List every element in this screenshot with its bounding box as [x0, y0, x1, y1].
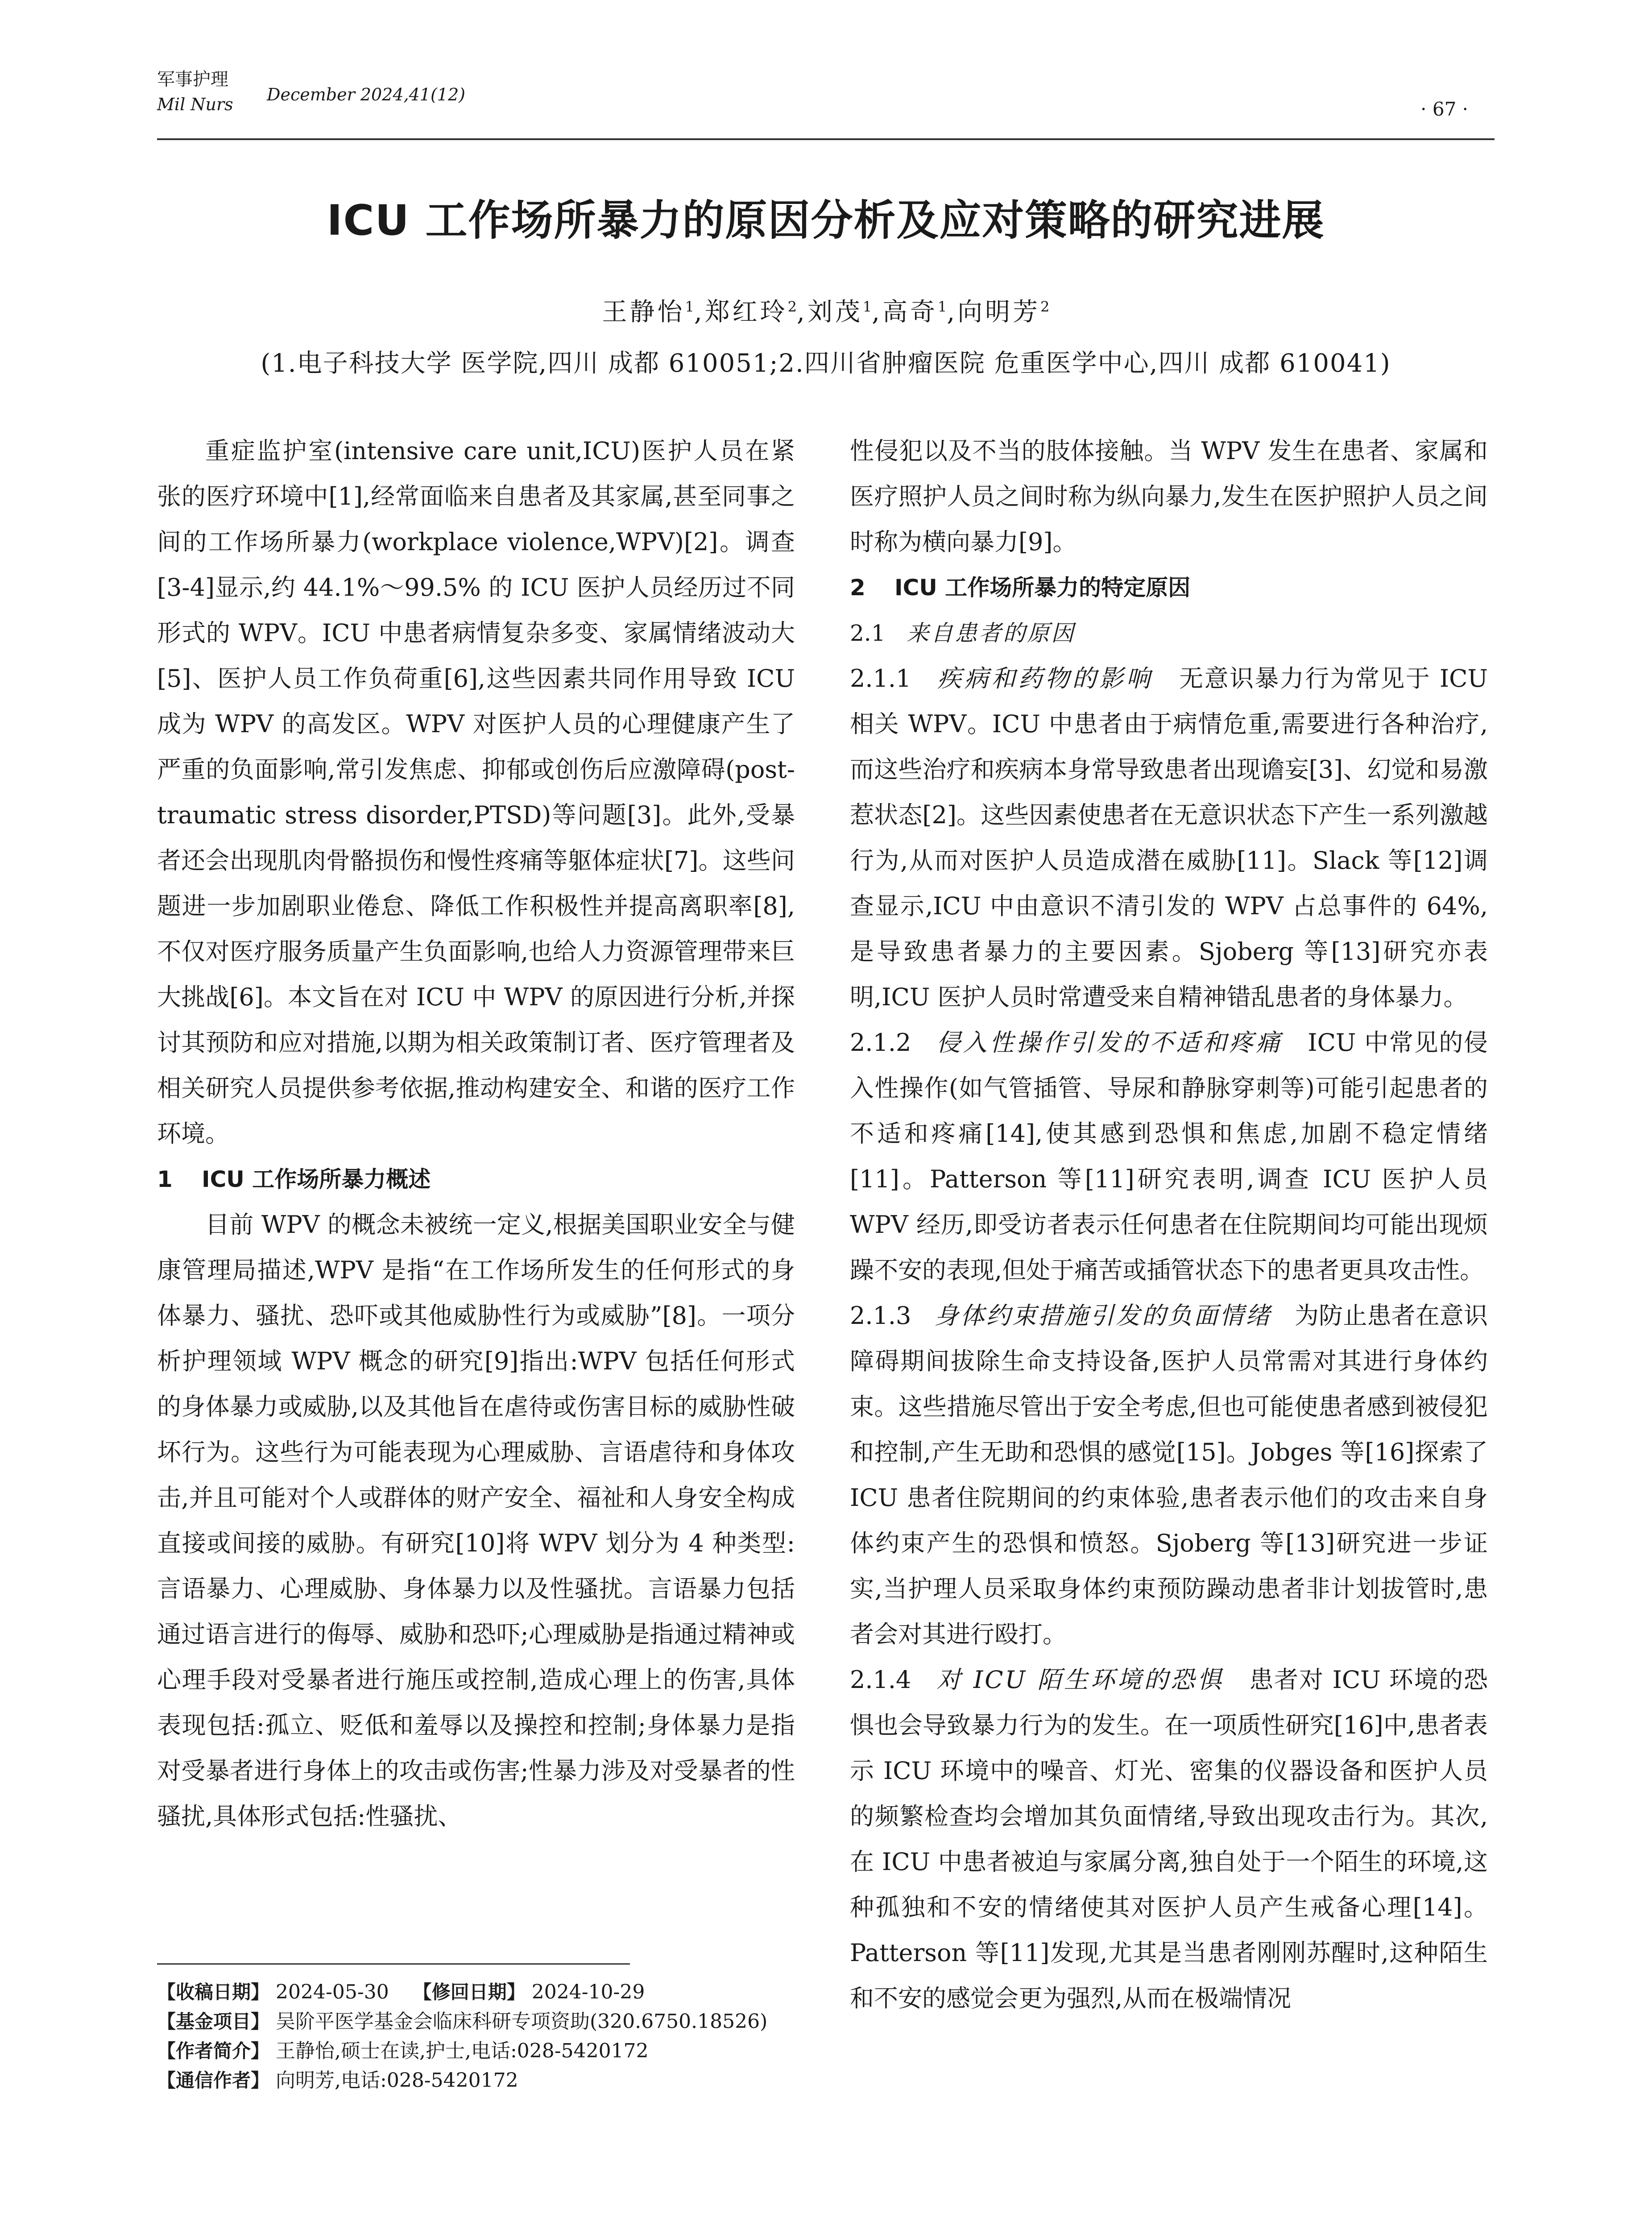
- footnote-dates: [157, 1978, 795, 2007]
- corresponding-label: 【通信作者】: [157, 2069, 270, 2091]
- fund-text: 吴阶平医学基金会临床科研专项资助(320.6750.18526): [276, 2010, 768, 2033]
- subsubsection-paragraph: [850, 1293, 1488, 1657]
- subsubsection-number: 2.1.2: [850, 1028, 911, 1057]
- subsubsection-paragraph: [850, 1020, 1488, 1293]
- footnote-author: [157, 2036, 795, 2066]
- subsection-number: 2.1: [850, 620, 886, 646]
- section-heading: [850, 565, 1488, 610]
- author-name: 郑红玲: [704, 298, 788, 327]
- author-affiliation-mark: 2: [1040, 298, 1050, 315]
- author-affiliation-mark: 1: [862, 298, 872, 315]
- issue-info: December 2024,41(12): [267, 85, 465, 104]
- received-label: 【收稿日期】: [157, 1981, 270, 2003]
- author-list: 王静怡$^1$,郑红玲$^2$,刘茂$^1$,高奇$^1$,向明芳$^2$: [602, 298, 1050, 327]
- author-bio-label: 【作者简介】: [157, 2040, 270, 2062]
- subsection-heading: [850, 610, 1488, 656]
- revised-label: 【修回日期】: [413, 1981, 526, 2003]
- subsubsection-body: 患者对 ICU 环境的恐惧也会导致暴力行为的发生。在一项质性研究[16]中,患者表示 ICU 环境中的噪音、灯光、密集的仪器设备和医护人员的频繁检查均会增加其负面情绪,导致出现攻击行为。其次,在 ICU 中患者被迫与家属分离,独自处于一个陌生的环境,这种孤独和不安的情绪使其对医护人员产生戒备心理[14]。Patterson 等[11]发现,尤其是当患者刚刚苏醒时,这种陌生和不安的感觉会更为强烈,从而在极端情况: [850, 1666, 1488, 2012]
- journal-name-cn: 军事护理: [157, 69, 228, 90]
- author-affiliation-mark: 1: [937, 298, 947, 315]
- header-rule: [157, 138, 1495, 140]
- subsubsection-paragraph: [850, 656, 1488, 1020]
- subsubsection-title: 疾病和药物的影响: [937, 664, 1153, 693]
- author-name: 王静怡: [602, 298, 685, 327]
- fund-label: 【基金项目】: [157, 2011, 270, 2032]
- subsubsection-number: 2.1.4: [850, 1666, 911, 1694]
- subsection-title: 来自患者的原因: [907, 620, 1076, 646]
- section-title: ICU 工作场所暴力的特定原因: [894, 575, 1191, 601]
- author-name: 刘茂: [807, 298, 863, 327]
- right-column: [850, 428, 1488, 2021]
- subsubsection-paragraph: [850, 1657, 1488, 2021]
- body-paragraph-continued: 性侵犯以及不当的肢体接触。当 WPV 发生在患者、家属和医疗照护人员之间时称为纵向暴力,发生在医护照护人员之间时称为横向暴力[9]。: [850, 437, 1488, 556]
- subsubsection-title: 对 ICU 陌生环境的恐惧: [936, 1666, 1224, 1694]
- received-date: 2024-05-30: [276, 1981, 389, 2003]
- corresponding-text: 向明芳,电话:028-5420172: [276, 2069, 518, 2092]
- section-heading: [157, 1157, 795, 1202]
- subsubsection-title: 侵入性操作引发的不适和疼痛: [936, 1028, 1283, 1057]
- subsubsection-title: 身体约束措施引发的负面情绪: [934, 1302, 1272, 1330]
- article-title: ICU 工作场所暴力的原因分析及应对策略的研究进展: [327, 196, 1325, 245]
- footnote-corresponding: [157, 2066, 795, 2095]
- revised-date: 2024-10-29: [531, 1981, 645, 2003]
- section-number: 2: [850, 575, 865, 601]
- affiliations: (1.电子科技大学 医学院,四川 成都 610051;2.四川省肿瘤医院 危重医学中心,四川 成都 610041): [261, 349, 1391, 378]
- intro-paragraph: 重症监护室(intensive care unit,ICU)医护人员在紧张的医疗环境中[1],经常面临来自患者及其家属,甚至同事之间的工作场所暴力(workplace violence,WPV)[2]。调查[3-4]显示,约 44.1%～99.5% 的 ICU 医护人员经历过不同形式的 WPV。ICU 中患者病情复杂多变、家属情绪波动大[5]、医护人员工作负荷重[6],这些因素共同作用导致 ICU 成为 WPV 的高发区。WPV 对医护人员的心理健康产生了严重的负面影响,常引发焦虑、抑郁或创伤后应激障碍(post-traumatic stress disorder,PTSD)等问题[3]。此外,受暴者还会出现肌肉骨骼损伤和慢性疼痛等躯体症状[7]。这些问题进一步加剧职业倦怠、降低工作积极性并提高离职率[8],不仅对医疗服务质量产生负面影响,也给人力资源管理带来巨大挑战[6]。本文旨在对 ICU 中 WPV 的原因进行分析,并探讨其预防和应对措施,以期为相关政策制订者、医疗管理者及相关研究人员提供参考依据,推动构建安全、和谐的医疗工作环境。: [157, 437, 795, 1148]
- subsubsection-body: ICU 中常见的侵入性操作(如气管插管、导尿和静脉穿刺等)可能引起患者的不适和疼痛[14],使其感到恐惧和焦虑,加剧不稳定情绪[11]。Patterson 等[11]研究表明,调查 ICU 医护人员 WPV 经历,即受访者表示任何患者在住院期间均可能出现烦躁不安的表现,但处于痛苦或插管状态下的患者更具攻击性。: [850, 1028, 1488, 1284]
- page-number: · 67 ·: [1420, 98, 1468, 120]
- journal-name: [157, 67, 233, 117]
- section-title: ICU 工作场所暴力概述: [202, 1166, 431, 1192]
- subsubsection-number: 2.1.1: [850, 664, 911, 693]
- subsubsection-number: 2.1.3: [850, 1302, 911, 1330]
- left-column: [157, 428, 795, 1839]
- author-affiliation-mark: 2: [787, 298, 797, 315]
- author-affiliation-mark: 1: [685, 298, 694, 315]
- author-name: 向明芳: [957, 298, 1041, 327]
- author-name: 高奇: [882, 298, 938, 327]
- section-number: 1: [157, 1166, 173, 1192]
- subsubsection-body: 无意识暴力行为常见于 ICU 相关 WPV。ICU 中患者由于病情危重,需要进行各种治疗,而这些治疗和疾病本身常导致患者出现谵妄[3]、幻觉和易激惹状态[2]。这些因素使患者在无意识状态下产生一系列激越行为,从而对医护人员造成潜在威胁[11]。Slack 等[12]调查显示,ICU 中由意识不清引发的 WPV 占总事件的 64%,是导致患者暴力的主要因素。Sjoberg 等[13]研究亦表明,ICU 医护人员时常遭受来自精神错乱患者的身体暴力。: [850, 664, 1488, 1011]
- footnote-fund: [157, 2007, 795, 2036]
- subsubsection-body: 为防止患者在意识障碍期间拔除生命支持设备,医护人员常需对其进行身体约束。这些措施尽管出于安全考虑,但也可能使患者感到被侵犯和控制,产生无助和恐惧的感觉[15]。Jobges 等[16]探索了 ICU 患者住院期间的约束体验,患者表示他们的攻击来自身体约束产生的恐惧和愤怒。Sjoberg 等[13]研究进一步证实,当护理人员采取身体约束预防躁动患者非计划拔管时,患者会对其进行殴打。: [850, 1302, 1488, 1648]
- body-paragraph: 目前 WPV 的概念未被统一定义,根据美国职业安全与健康管理局描述,WPV 是指“在工作场所发生的任何形式的身体暴力、骚扰、恐吓或其他威胁性行为或威胁”[8]。一项分析护理领域 WPV 概念的研究[9]指出:WPV 包括任何形式的身体暴力或威胁,以及其他旨在虐待或伤害目标的威胁性破坏行为。这些行为可能表现为心理威胁、言语虐待和身体攻击,并且可能对个人或群体的财产安全、福祉和人身安全构成直接或间接的威胁。有研究[10]将 WPV 划分为 4 种类型:言语暴力、心理威胁、身体暴力以及性骚扰。言语暴力包括通过语言进行的侮辱、威胁和恐吓;心理威胁是指通过精神或心理手段对受暴者进行施压或控制,造成心理上的伤害,具体表现包括:孤立、贬低和羞辱以及操控和控制;身体暴力是指对受暴者进行身体上的攻击或伤害;性暴力涉及对受暴者的性骚扰,具体形式包括:性骚扰、: [157, 1211, 795, 1830]
- article-footnote: [157, 1978, 795, 2095]
- author-bio-text: 王静怡,硕士在读,护士,电话:028-5420172: [276, 2040, 649, 2062]
- journal-name-en: Mil Nurs: [157, 95, 233, 114]
- footnote-rule: [157, 1963, 630, 1965]
